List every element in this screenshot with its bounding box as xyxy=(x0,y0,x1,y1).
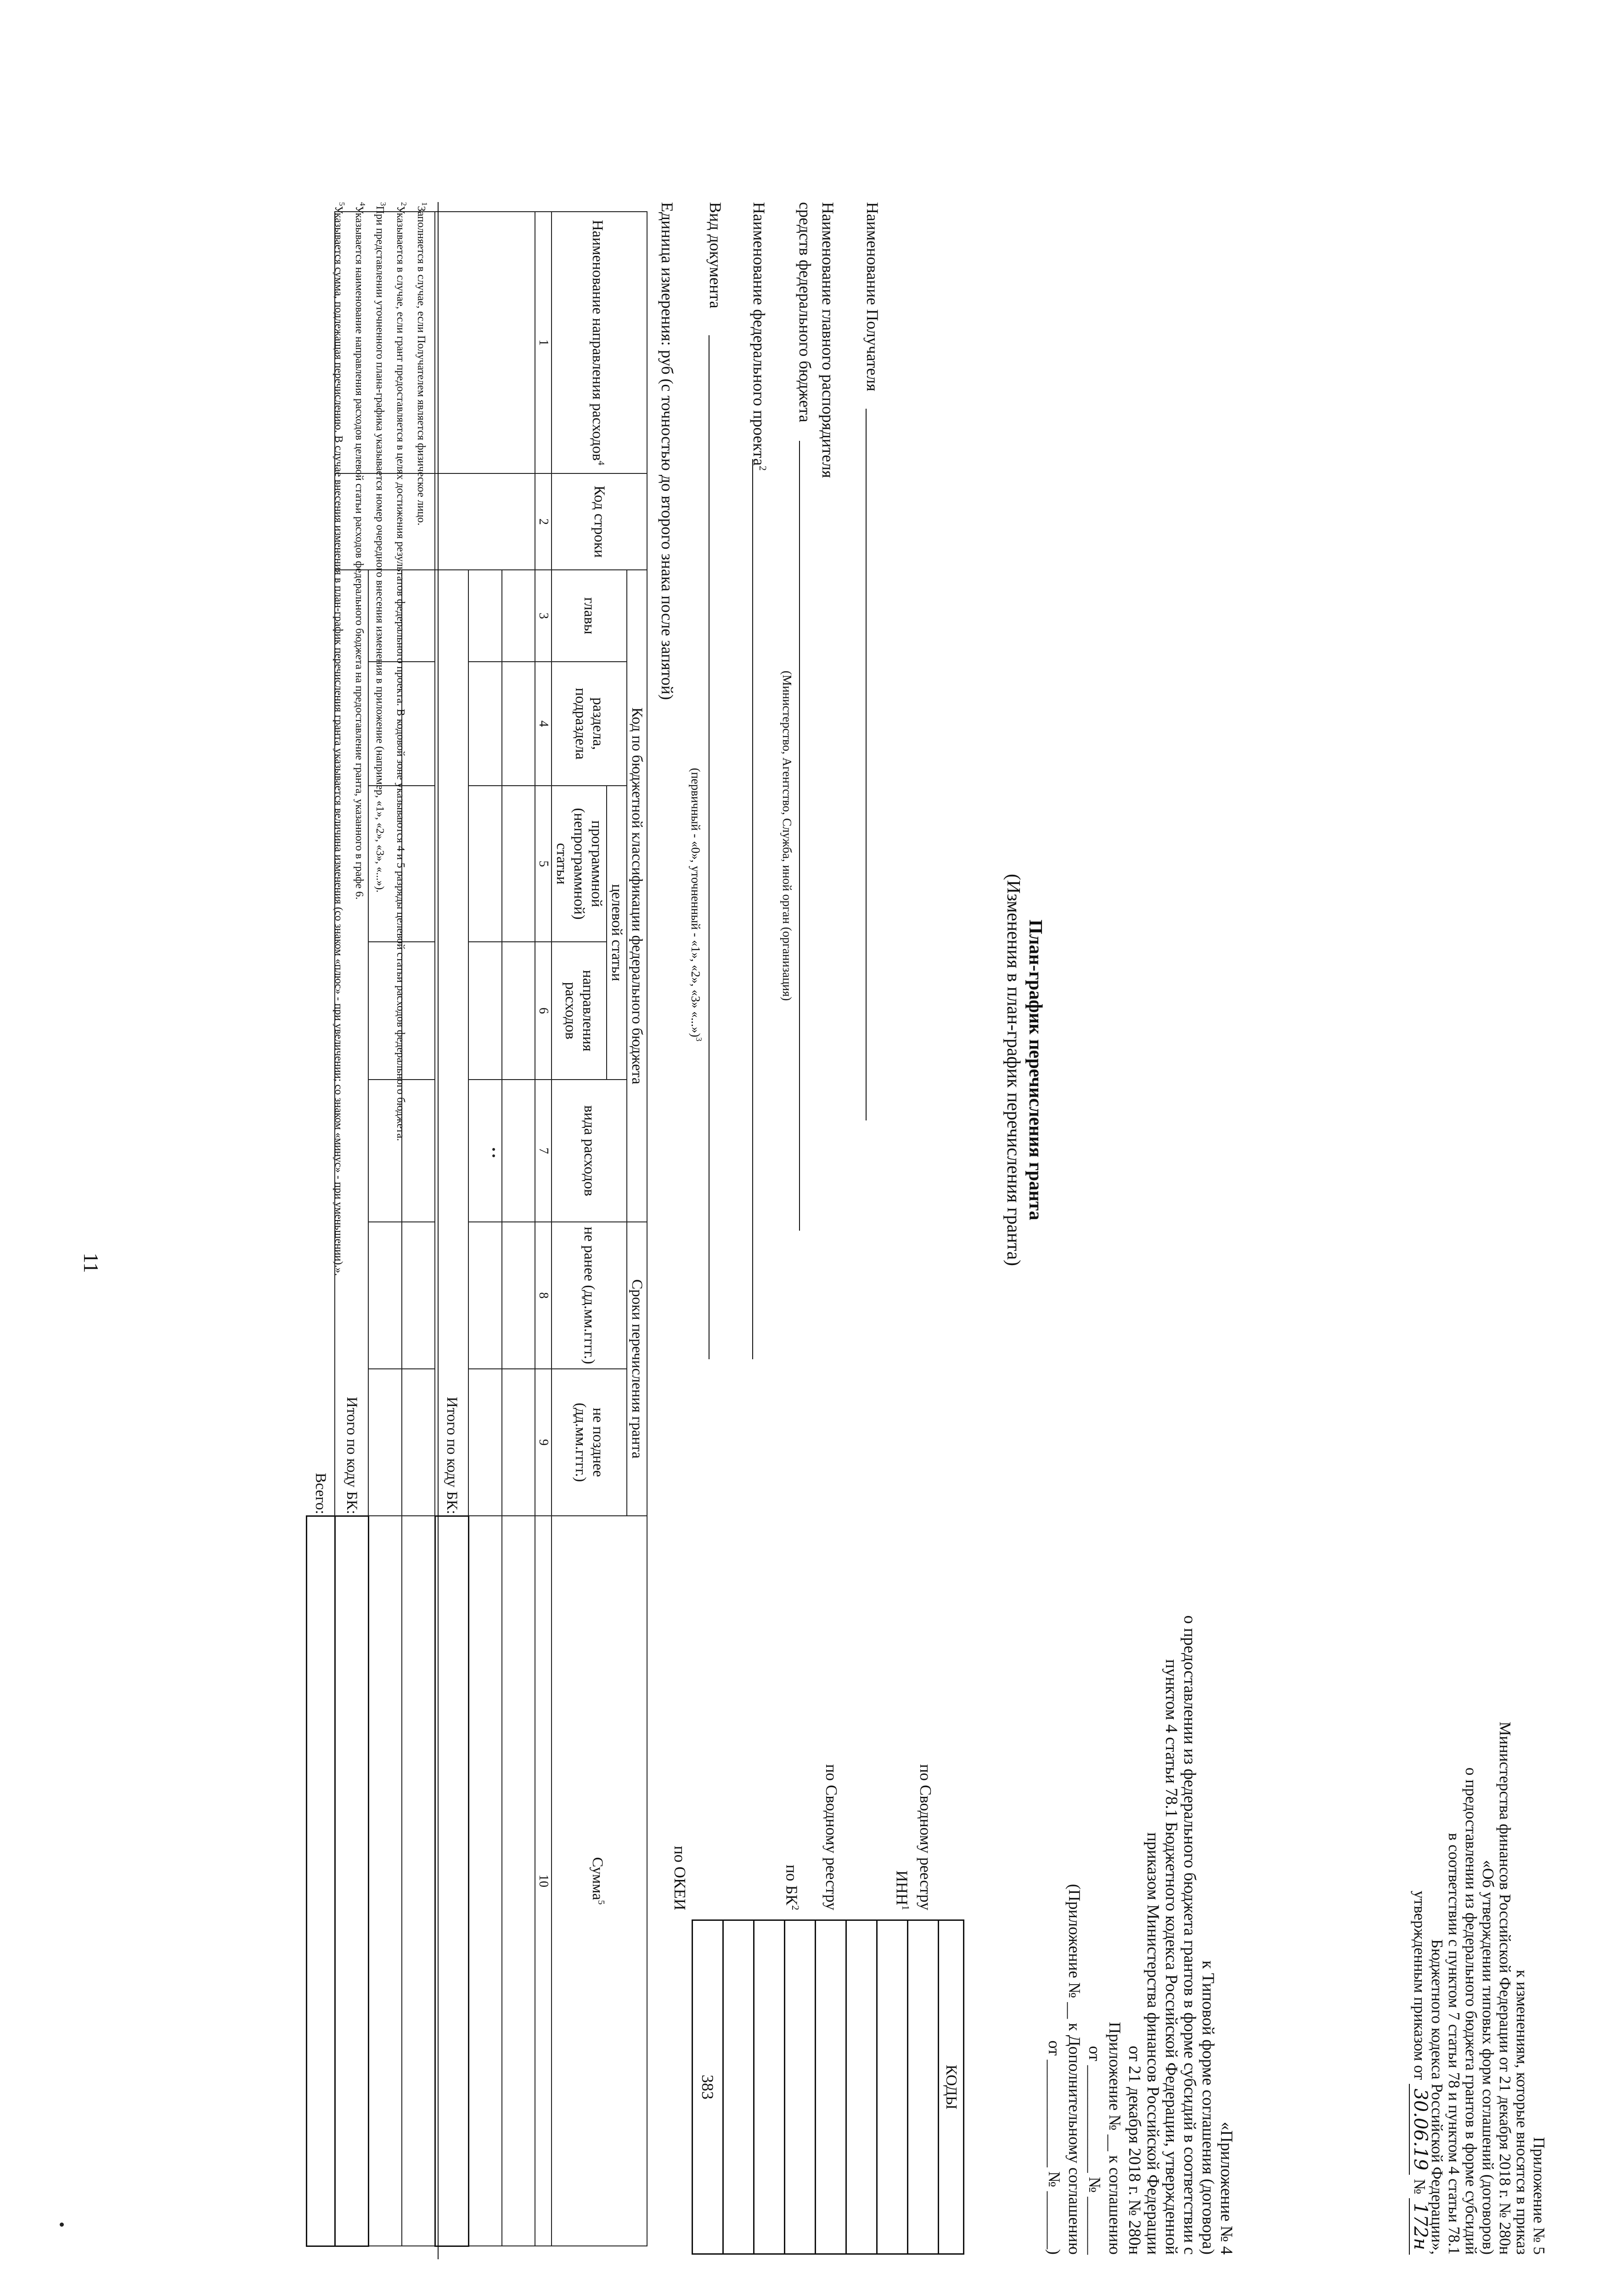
header-line: в соответствии с пунктом 7 статьи 78 и пунктом 4 статьи 78.1 xyxy=(1445,1833,1463,2255)
col-header-direction: направления расходов xyxy=(552,942,607,1080)
col-header-not-earlier: не ранее (дд.мм.гггг.) xyxy=(552,1222,627,1369)
table-cell[interactable] xyxy=(502,1080,535,1222)
col-number: 1 xyxy=(535,212,552,473)
header-line: утвержденным приказом от 30.06.19 № 172н xyxy=(1411,666,1429,2255)
footnote: $^5$Указывается сумма, подлежащая перечислению. В случае внесения изменения в план-график перечисления гранта указывается величина изменения (со знаком «плюс» - при увеличении; со знаком «минус» - при уменьшении).». xyxy=(332,202,346,1276)
col-number: 9 xyxy=(535,1369,552,1516)
total-bk-label: Итого по коду БК: xyxy=(435,570,469,1516)
recipient-label: Наименование Получателя xyxy=(863,202,882,392)
footnote-ref: 3 xyxy=(694,1037,704,1041)
footnote-ref: 2 xyxy=(757,466,769,471)
bk-label: по $БК^2$ xyxy=(783,1864,801,1910)
header2-line: приказом Министерства финансов Российской Федерации xyxy=(1143,1832,1162,2255)
table-cell[interactable] xyxy=(502,1516,535,2246)
code-cell-empty[interactable] xyxy=(754,1920,785,2254)
col-header-bk-group: Код по бюджетной классификации федерального бюджета xyxy=(627,570,647,1222)
table-cell[interactable] xyxy=(469,1369,502,1516)
table-cell[interactable] xyxy=(502,786,535,942)
gpbs-label-line2: средств федерального бюджета xyxy=(796,202,814,422)
order-header xyxy=(1411,666,1548,2255)
header-line: «Об утверждении типовых форм соглашений (договоров) xyxy=(1479,1860,1497,2255)
recipient-line xyxy=(866,409,885,1120)
col-header-code: Код строки xyxy=(552,473,647,570)
code-cell-registry-2[interactable] xyxy=(816,1920,846,2254)
doc-type-line xyxy=(709,335,728,1359)
table-cell[interactable] xyxy=(469,570,502,662)
gpbs-line xyxy=(799,441,818,1231)
table-cell[interactable] xyxy=(435,473,535,570)
header2-line: от 21 декабря 2018 г. № 280н xyxy=(1125,2046,1144,2255)
code-cell-empty[interactable] xyxy=(846,1920,877,2254)
unit-label: Единица измерения: руб (с точностью до второго знака после запятой) xyxy=(658,202,676,700)
col-header-name: Наименование направления расходов$^4$ xyxy=(552,212,647,473)
col-number: 3 xyxy=(535,570,552,662)
project-label: Наименование федерального проекта$^2$ xyxy=(750,202,769,471)
col-number: 5 xyxy=(535,786,552,942)
table-cell[interactable] xyxy=(469,942,502,1080)
table-cell[interactable] xyxy=(502,570,535,662)
doc-type-hint: (первичный - «0», уточненный - «1», «2», «3» «...»)$^3$ xyxy=(689,768,704,1041)
project-line xyxy=(752,459,771,1359)
annex-line: от _____________ № _______) xyxy=(1045,2040,1064,2255)
header-line: Бюджетного кодекса Российской Федерации», xyxy=(1428,1939,1446,2255)
table-cell[interactable] xyxy=(502,942,535,1080)
header2-line: о предоставлении из федерального бюджета грантов в форме субсидий в соответствии с xyxy=(1180,1615,1199,2255)
code-cell-registry[interactable] xyxy=(908,1920,939,2254)
table-cell[interactable] xyxy=(502,662,535,786)
col-header-glavy: главы xyxy=(552,570,627,662)
footnote-ref: 4 xyxy=(596,461,606,466)
col-number: 2 xyxy=(535,473,552,570)
col-number: 10 xyxy=(535,1516,552,2246)
gpbs-label-line1: Наименование главного распорядителя xyxy=(819,202,837,478)
footnotes xyxy=(330,202,439,2259)
code-cell-inn[interactable] xyxy=(877,1920,908,2254)
footnote: $^2$Указывается в случае, если грант предоставляется в целях достижения результатов федерального проекта. В кодовой зоне указываются 4 и 5 разряды целевой статьи расходов федерального бюджета. xyxy=(394,202,408,1141)
page-number: 11 xyxy=(79,1253,103,1273)
col-number: 6 xyxy=(535,942,552,1080)
form-header xyxy=(1125,758,1235,2255)
header2-line: «Приложение № 4 xyxy=(1217,2122,1236,2255)
annex-line: Приложение № __ к соглашению xyxy=(1106,2021,1124,2255)
header2-line: к Типовой форме соглашения (договора) xyxy=(1199,1960,1217,2255)
table-row xyxy=(502,212,535,2246)
table-cell[interactable] xyxy=(469,1222,502,1369)
col-header-not-later: не позднее (дд.мм.гггг.) xyxy=(552,1369,627,1516)
footnote-ref: 5 xyxy=(596,1900,606,1905)
gpbs-hint: (Министерство, Агентство, Служба, иной орган (организация) xyxy=(780,670,794,1001)
annex-line: (Приложение № __ к Дополнительному соглашению xyxy=(1065,1884,1084,2255)
doc-type-label: Вид документа xyxy=(706,202,725,309)
col-number: 8 xyxy=(535,1222,552,1369)
col-header-razdel: раздела, подраздела xyxy=(552,662,627,786)
okei-label: по ОКЕИ xyxy=(671,1846,689,1910)
header-line: к изменениям, которые вносятся в приказ xyxy=(1513,1970,1531,2255)
annex-block xyxy=(1044,1593,1125,2255)
table-cell[interactable] xyxy=(502,1369,535,1516)
col-header-terms: Сроки перечисления гранта xyxy=(627,1222,647,1516)
handwritten-date: 30.06.19 xyxy=(1409,2084,1431,2175)
footnote: $^3$При представлении уточненного плана-графика указывается номер очередного внесения изменения в приложение (например, «1», «2», «3», «...»). xyxy=(374,202,388,893)
annex-line: от _____________ № _______ xyxy=(1086,2046,1104,2255)
handwritten-number: 172н xyxy=(1409,2198,1431,2255)
header-line: Приложение № 5 xyxy=(1530,2137,1548,2255)
grand-total-label: Всего: xyxy=(312,1473,329,1514)
code-cell-doc-type[interactable] xyxy=(723,1920,754,2254)
footnote-ref: 1 xyxy=(900,1905,912,1910)
footnote: $^1$Заполняется в случае, если Получателем является физическое лицо. xyxy=(415,202,429,526)
codes-header: КОДЫ xyxy=(939,1920,964,2254)
title-sub: (Изменения в план-график перечисления гранта) xyxy=(1003,873,1025,1266)
title-main: План-график перечисления гранта xyxy=(1025,919,1047,1221)
footnote: $^4$Указывается наименование направления расходов целевой статьи расходов федерального бюджета на предоставление гранта, указанного в графе 6. xyxy=(353,202,367,900)
col-header-sum: Сумма$^5$ xyxy=(552,1516,647,2246)
table-cell[interactable] xyxy=(502,1222,535,1369)
registry-label-2: по Сводному реестру xyxy=(822,1764,840,1910)
table-cell[interactable] xyxy=(469,1516,502,2246)
footnote-ref: 2 xyxy=(790,1905,801,1910)
table-cell[interactable] xyxy=(469,786,502,942)
inn-label: ИНН$^1$ xyxy=(893,1870,912,1910)
document-title xyxy=(1003,680,1047,1460)
rotated-form-sheet xyxy=(312,202,1548,2268)
code-cell-bk[interactable] xyxy=(785,1920,816,2254)
codes-table xyxy=(692,1919,964,2255)
table-cell[interactable] xyxy=(469,1080,502,1222)
header-line: о предоставлении из федерального бюджета грантов в форме субсидий xyxy=(1462,1767,1480,2255)
col-number: 7 xyxy=(535,1080,552,1222)
table-cell[interactable] xyxy=(469,662,502,786)
total-bk-label: Итого по коду БК: xyxy=(335,570,369,1516)
registry-label: по Сводному реестру xyxy=(917,1764,935,1910)
scan-dot-mark xyxy=(60,2223,64,2227)
header-line: Министерства финансов Российской Федерации от 21 декабря 2018 г. № 280н xyxy=(1496,1722,1514,2255)
col-header-vid: вида расходов xyxy=(552,1080,627,1222)
col-number: 4 xyxy=(535,662,552,786)
col-header-target: целевой статьи xyxy=(607,786,627,1080)
total-bk-value[interactable] xyxy=(435,1516,469,2246)
code-cell-okei: 383 xyxy=(693,1920,723,2254)
header2-line: пунктом 4 статьи 78.1 Бюджетного кодекса Российской Федерации, утвержденной xyxy=(1162,1659,1181,2255)
table-cell-name[interactable] xyxy=(435,212,535,473)
col-header-program: программной (непрограммной) статьи xyxy=(552,786,607,942)
